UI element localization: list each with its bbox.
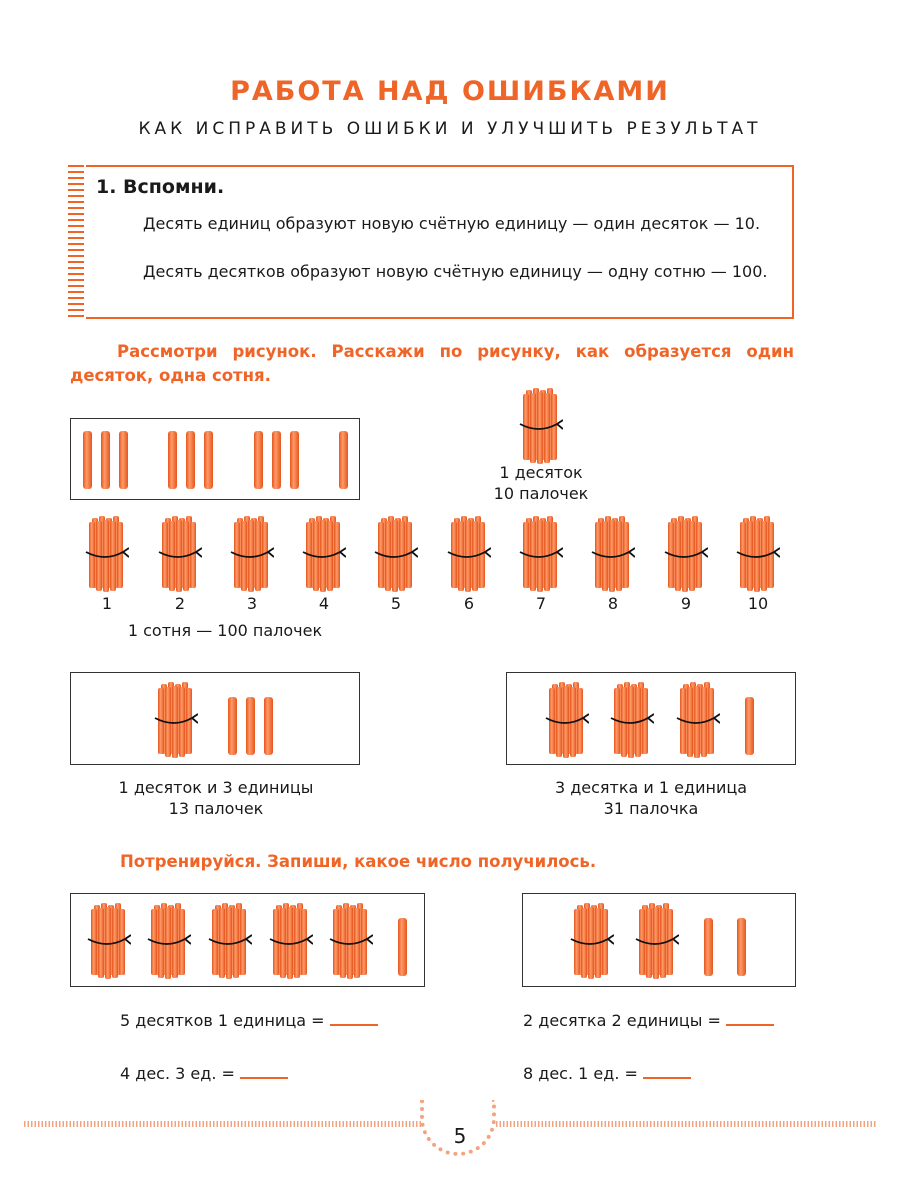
example-31-caption (521, 777, 781, 819)
example-13-caption (86, 777, 346, 819)
rule-heading: 1. Вспомни. (96, 176, 225, 198)
stick (704, 918, 713, 976)
bundle-number: 5 (390, 594, 402, 613)
ten-bundle (147, 903, 191, 979)
stick (101, 431, 110, 489)
ten-caption (441, 462, 641, 504)
stick (272, 431, 281, 489)
stick (246, 697, 255, 755)
ten-bundle (208, 903, 252, 979)
ten-bundle (519, 388, 563, 464)
bundle-number: 3 (246, 594, 258, 613)
ten-bundle (676, 682, 720, 758)
stick (83, 431, 92, 489)
stick (186, 431, 195, 489)
stick (745, 697, 754, 755)
bundle-number: 9 (680, 594, 692, 613)
example-31-box (506, 672, 796, 765)
loose-sticks-box (70, 418, 360, 500)
ten-bundle (519, 516, 563, 592)
footer-rule-right (496, 1121, 876, 1127)
bundle-number: 10 (747, 594, 769, 613)
ten-bundle (570, 903, 614, 979)
example-31-line-2: 31 палочка (603, 799, 699, 818)
ten-bundle (610, 682, 654, 758)
exercise-3 (120, 1063, 288, 1083)
exercise-1-text: 5 десятков 1 единица = (120, 1011, 325, 1030)
exercise-2 (523, 1010, 774, 1030)
example-31-line-1: 3 десятка и 1 единица (554, 778, 748, 797)
ten-bundle (154, 682, 198, 758)
answer-blank-1[interactable] (330, 1010, 378, 1026)
ten-bundle (736, 516, 780, 592)
ten-bundle (302, 516, 346, 592)
exercise-4-text: 8 дес. 1 ед. = (523, 1064, 638, 1083)
example-13-line-1: 1 десяток и 3 единицы (118, 778, 314, 797)
exercise-22-box (522, 893, 796, 987)
bundle-number: 8 (607, 594, 619, 613)
rule-paragraph-2: Десять десятков образуют новую счётную единицу — одну сотню — 100. (143, 262, 768, 281)
bundle-number: 2 (174, 594, 186, 613)
exercise-4 (523, 1063, 691, 1083)
ten-bundle (545, 682, 589, 758)
exercise-1 (120, 1010, 378, 1030)
rule-paragraph-1: Десять единиц образуют новую счётную единицу — один десяток — 10. (143, 214, 761, 233)
task-2-instruction: Потренируйся. Запиши, какое число получилось. (120, 852, 597, 871)
ten-bundle (329, 903, 373, 979)
ten-caption-line-2: 10 палочек (493, 484, 589, 503)
stick (264, 697, 273, 755)
task-1-instruction: Рассмотри рисунок. Расскажи по рисунку, как образуется один десяток, одна сотня. (70, 342, 794, 385)
page-subtitle: КАК ИСПРАВИТЬ ОШИБКИ И УЛУЧШИТЬ РЕЗУЛЬТАТ (138, 119, 762, 139)
ten-bundle (635, 903, 679, 979)
stick (168, 431, 177, 489)
ten-bundle (158, 516, 202, 592)
ten-bundle (269, 903, 313, 979)
exercise-3-text: 4 дес. 3 ед. = (120, 1064, 235, 1083)
stick (254, 431, 263, 489)
ten-bundle (664, 516, 708, 592)
footer-rule-left (24, 1121, 422, 1127)
example-13-box (70, 672, 360, 765)
stick (204, 431, 213, 489)
ten-bundle (85, 516, 129, 592)
bundle-number: 6 (463, 594, 475, 613)
stick (737, 918, 746, 976)
ten-bundle (591, 516, 635, 592)
exercise-51-box (70, 893, 425, 987)
hundred-caption: 1 сотня — 100 палочек (127, 621, 323, 640)
page-number: 5 (453, 1124, 467, 1148)
bundle-number: 4 (318, 594, 330, 613)
ten-bundle (87, 903, 131, 979)
answer-blank-3[interactable] (240, 1063, 288, 1079)
rule-box-hatching (68, 165, 84, 321)
bundle-number: 7 (535, 594, 547, 613)
ten-bundle (447, 516, 491, 592)
exercise-2-text: 2 десятка 2 единицы = (523, 1011, 721, 1030)
ten-caption-line-1: 1 десяток (499, 463, 583, 482)
ten-bundle (230, 516, 274, 592)
ten-bundle (374, 516, 418, 592)
page-title: РАБОТА НАД ОШИБКАМИ (230, 76, 670, 107)
bundle-number: 1 (101, 594, 113, 613)
answer-blank-2[interactable] (726, 1010, 774, 1026)
stick (119, 431, 128, 489)
stick (339, 431, 348, 489)
stick (398, 918, 407, 976)
stick (228, 697, 237, 755)
example-13-line-2: 13 палочек (168, 799, 264, 818)
stick (290, 431, 299, 489)
answer-blank-4[interactable] (643, 1063, 691, 1079)
